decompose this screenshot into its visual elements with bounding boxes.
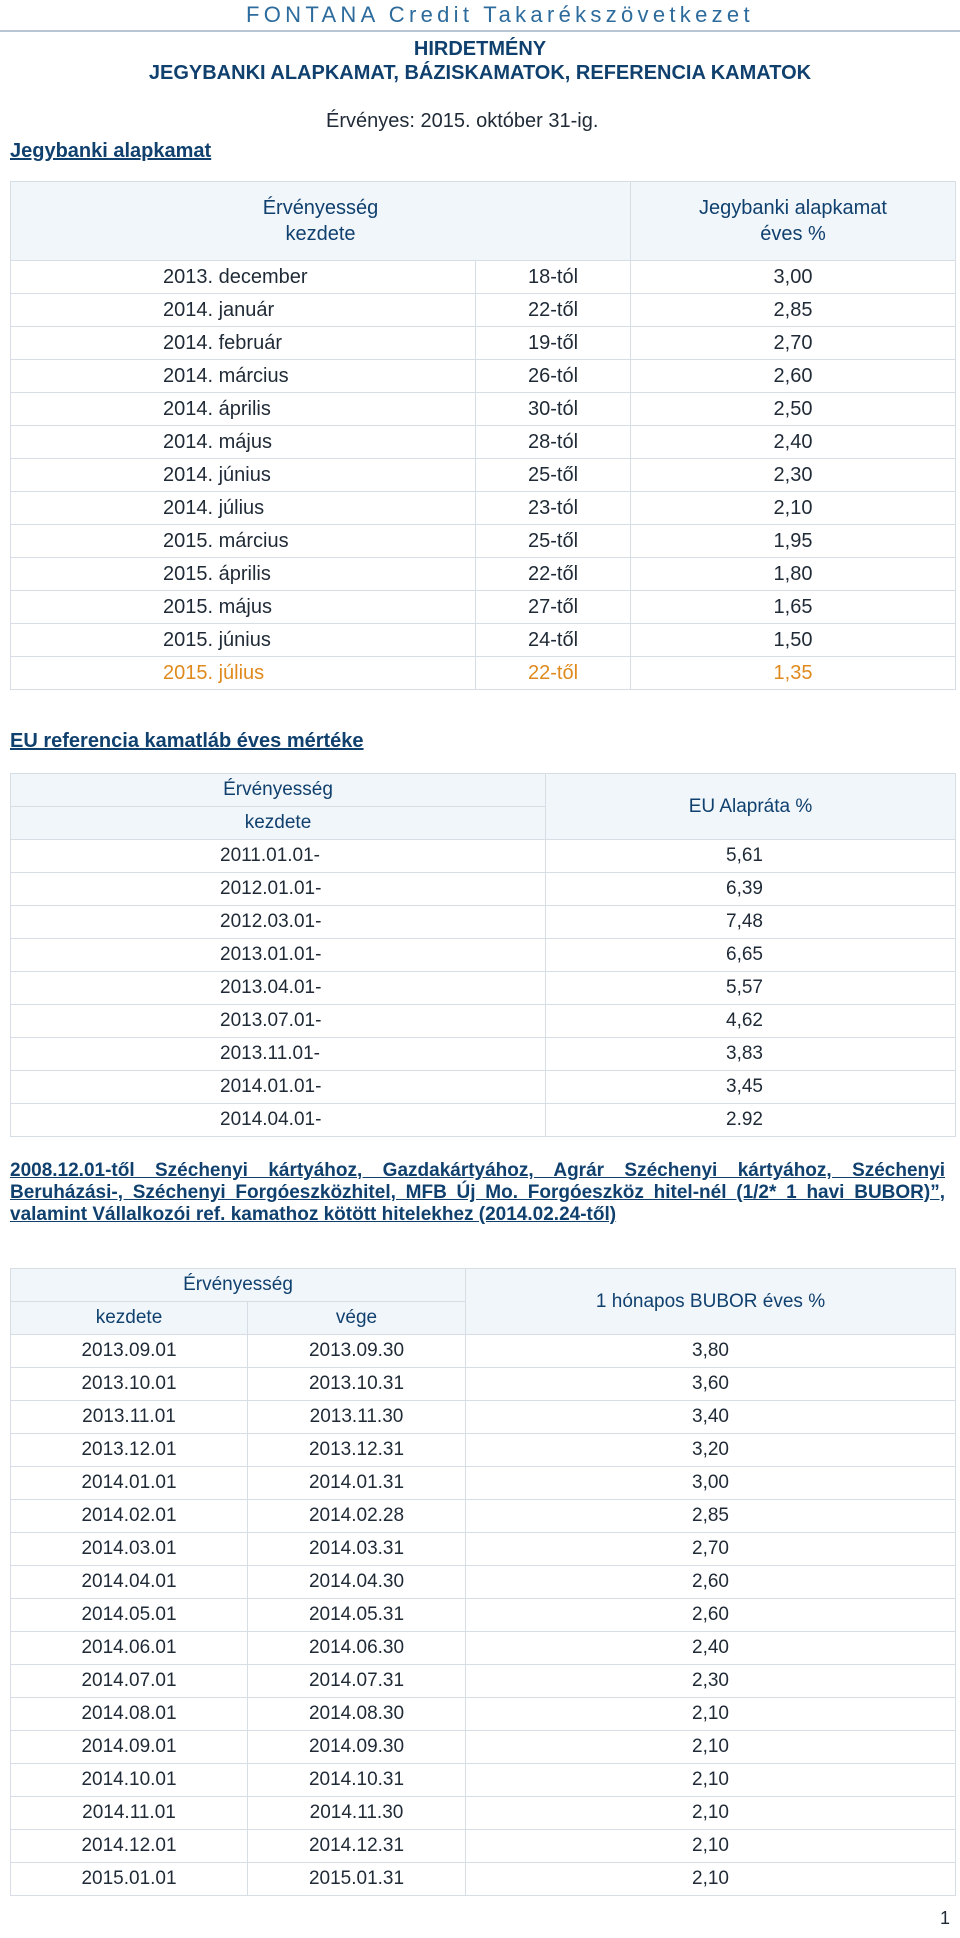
end-date: 2014.11.30 [248,1797,466,1830]
table-row [11,840,956,873]
start-date: 2013.01.01- [11,939,546,972]
rate-value: 6,39 [546,873,956,906]
table-row [11,327,956,360]
start-date: 2014.10.01 [11,1764,248,1797]
page-number: 1 [939,1908,950,1928]
rate-value: 2,10 [466,1830,956,1863]
effective-month: 2014. március [11,360,476,393]
rate-value: 4,62 [546,1005,956,1038]
rate-value: 2,30 [631,459,956,492]
effective-day: 30-tól [476,393,631,426]
rate-value: 7,48 [546,906,956,939]
validity-header: Érvényesség [11,774,546,807]
table-row [11,972,956,1005]
start-date: 2014.12.01 [11,1830,248,1863]
validity-header: Érvényesség [11,1269,466,1302]
rate-value: 2,10 [631,492,956,525]
effective-day: 23-tól [476,492,631,525]
table-header-row [11,774,956,807]
rate-value: 3,60 [466,1368,956,1401]
rate-value: 5,61 [546,840,956,873]
table-row [11,1566,956,1599]
effective-day: 18-tól [476,261,631,294]
eu-rate-section-title: EU referencia kamatláb éves mértéke [10,730,364,752]
end-date: 2014.01.31 [248,1467,466,1500]
start-date: 2013.11.01- [11,1038,546,1071]
validity-start-header: Érvényesség kezdete [11,182,631,261]
start-date: 2013.04.01- [11,972,546,1005]
rate-value: 2,10 [466,1863,956,1896]
rate-value: 5,57 [546,972,956,1005]
end-date: 2013.09.30 [248,1335,466,1368]
start-date: 2015.01.01 [11,1863,248,1896]
table-row [11,261,956,294]
start-date: 2012.01.01- [11,873,546,906]
rate-value: 2,10 [466,1698,956,1731]
start-date: 2014.01.01- [11,1071,546,1104]
rate-value: 1,50 [631,624,956,657]
table-row [11,657,956,690]
table-row [11,873,956,906]
table-row [11,1038,956,1071]
table-row [11,294,956,327]
start-date: 2014.11.01 [11,1797,248,1830]
rate-value: 3,40 [466,1401,956,1434]
table-row [11,1401,956,1434]
end-date: 2013.10.31 [248,1368,466,1401]
effective-month: 2014. május [11,426,476,459]
start-header: kezdete [11,1302,248,1335]
start-date: 2014.01.01 [11,1467,248,1500]
start-date: 2013.10.01 [11,1368,248,1401]
table-row [11,1764,956,1797]
rate-value: 1,65 [631,591,956,624]
end-date: 2013.12.31 [248,1434,466,1467]
table-row [11,939,956,972]
rate-value: 3,20 [466,1434,956,1467]
document-title: HIRDETMÉNY [413,38,547,60]
start-date: 2011.01.01- [11,840,546,873]
end-date: 2014.09.30 [248,1731,466,1764]
effective-month: 2015. július [11,657,476,690]
institution-name: FONTANA Credit Takarékszövetkezet [246,2,754,27]
effective-day: 27-től [476,591,631,624]
table-row [11,525,956,558]
end-date: 2015.01.31 [248,1863,466,1896]
eu-rate-table [10,773,956,1137]
validity-note: Érvényes: 2015. október 31-ig. [326,110,599,132]
rate-value: 2,10 [466,1797,956,1830]
end-date: 2013.11.30 [248,1401,466,1434]
rate-value: 1,95 [631,525,956,558]
end-date: 2014.02.28 [248,1500,466,1533]
table-row [11,492,956,525]
table-row [11,1665,956,1698]
rate-value: 2,40 [631,426,956,459]
start-header: kezdete [11,807,546,840]
effective-month: 2014. július [11,492,476,525]
start-date: 2012.03.01- [11,906,546,939]
rate-value: 2,10 [466,1764,956,1797]
rate-value: 3,00 [631,261,956,294]
base-rate-header: Jegybanki alapkamat éves % [631,182,956,261]
table-row [11,1797,956,1830]
base-rate-table [10,181,956,690]
table-row [11,1830,956,1863]
effective-day: 19-től [476,327,631,360]
start-date: 2013.07.01- [11,1005,546,1038]
table-row [11,393,956,426]
effective-day: 22-től [476,294,631,327]
table-row [11,1698,956,1731]
table-row [11,906,956,939]
rate-value: 3,00 [466,1467,956,1500]
start-date: 2013.11.01 [11,1401,248,1434]
bubor-table [10,1268,956,1896]
rate-value: 2,85 [631,294,956,327]
rate-value: 3,80 [466,1335,956,1368]
table-row [11,459,956,492]
table-row [11,591,956,624]
rate-value: 6,65 [546,939,956,972]
table-header-row [11,182,956,261]
table-row [11,558,956,591]
rate-value: 2,60 [631,360,956,393]
end-header: vége [248,1302,466,1335]
start-date: 2014.09.01 [11,1731,248,1764]
document-subtitle: JEGYBANKI ALAPKAMAT, BÁZISKAMATOK, REFERENCIA KAMATOK [148,62,812,84]
end-date: 2014.10.31 [248,1764,466,1797]
effective-day: 22-től [476,657,631,690]
end-date: 2014.07.31 [248,1665,466,1698]
table-row [11,1500,956,1533]
table-row [11,426,956,459]
eu-rate-header: EU Alapráta % [546,774,956,840]
rate-value: 3,45 [546,1071,956,1104]
effective-month: 2014. április [11,393,476,426]
base-rate-section-title: Jegybanki alapkamat [10,140,212,162]
effective-month: 2015. március [11,525,476,558]
table-row [11,1434,956,1467]
start-date: 2014.04.01 [11,1566,248,1599]
page-header [0,0,960,32]
effective-day: 25-től [476,459,631,492]
start-date: 2014.07.01 [11,1665,248,1698]
effective-month: 2013. december [11,261,476,294]
rate-value: 1,80 [631,558,956,591]
rate-value: 2,85 [466,1500,956,1533]
bubor-description: 2008.12.01-től Széchenyi kártyához, Gazdakártyához, Agrár Széchenyi kártyához, Széchenyi Beruházási-, Széchenyi Forgóeszközhitel, MFB Új Mo. Forgóeszköz hitel-nél (1/2* 1 havi BUBOR)”, valamint Vállalkozói ref. kamathoz kötött hitelekhez (2014.02.24-től) [10,1160,945,1225]
rate-value: 3,83 [546,1038,956,1071]
end-date: 2014.08.30 [248,1698,466,1731]
end-date: 2014.04.30 [248,1566,466,1599]
rate-value: 2.92 [546,1104,956,1137]
start-date: 2014.02.01 [11,1500,248,1533]
effective-month: 2014. június [11,459,476,492]
effective-day: 22-től [476,558,631,591]
table-row [11,1467,956,1500]
effective-day: 28-tól [476,426,631,459]
start-date: 2014.04.01- [11,1104,546,1137]
start-date: 2014.06.01 [11,1632,248,1665]
start-date: 2013.09.01 [11,1335,248,1368]
rate-value: 2,40 [466,1632,956,1665]
rate-value: 2,10 [466,1731,956,1764]
effective-month: 2015. április [11,558,476,591]
effective-month: 2014. február [11,327,476,360]
rate-value: 2,70 [466,1533,956,1566]
rate-value: 2,60 [466,1566,956,1599]
rate-value: 2,60 [466,1599,956,1632]
end-date: 2014.03.31 [248,1533,466,1566]
table-row [11,1863,956,1896]
start-date: 2014.03.01 [11,1533,248,1566]
rate-value: 2,30 [466,1665,956,1698]
end-date: 2014.06.30 [248,1632,466,1665]
table-row [11,1533,956,1566]
table-row [11,1005,956,1038]
effective-day: 24-től [476,624,631,657]
effective-day: 25-től [476,525,631,558]
table-row [11,1104,956,1137]
table-header-row [11,1269,956,1302]
end-date: 2014.12.31 [248,1830,466,1863]
effective-month: 2015. május [11,591,476,624]
rate-value: 2,70 [631,327,956,360]
start-date: 2014.05.01 [11,1599,248,1632]
start-date: 2014.08.01 [11,1698,248,1731]
start-date: 2013.12.01 [11,1434,248,1467]
table-row [11,624,956,657]
rate-value: 2,50 [631,393,956,426]
table-row [11,1368,956,1401]
table-row [11,1071,956,1104]
end-date: 2014.05.31 [248,1599,466,1632]
effective-month: 2014. január [11,294,476,327]
table-row [11,1335,956,1368]
table-row [11,1599,956,1632]
bubor-rate-header: 1 hónapos BUBOR éves % [466,1269,956,1335]
effective-day: 26-tól [476,360,631,393]
table-row [11,1731,956,1764]
effective-month: 2015. június [11,624,476,657]
table-row [11,1632,956,1665]
rate-value: 1,35 [631,657,956,690]
table-row [11,360,956,393]
